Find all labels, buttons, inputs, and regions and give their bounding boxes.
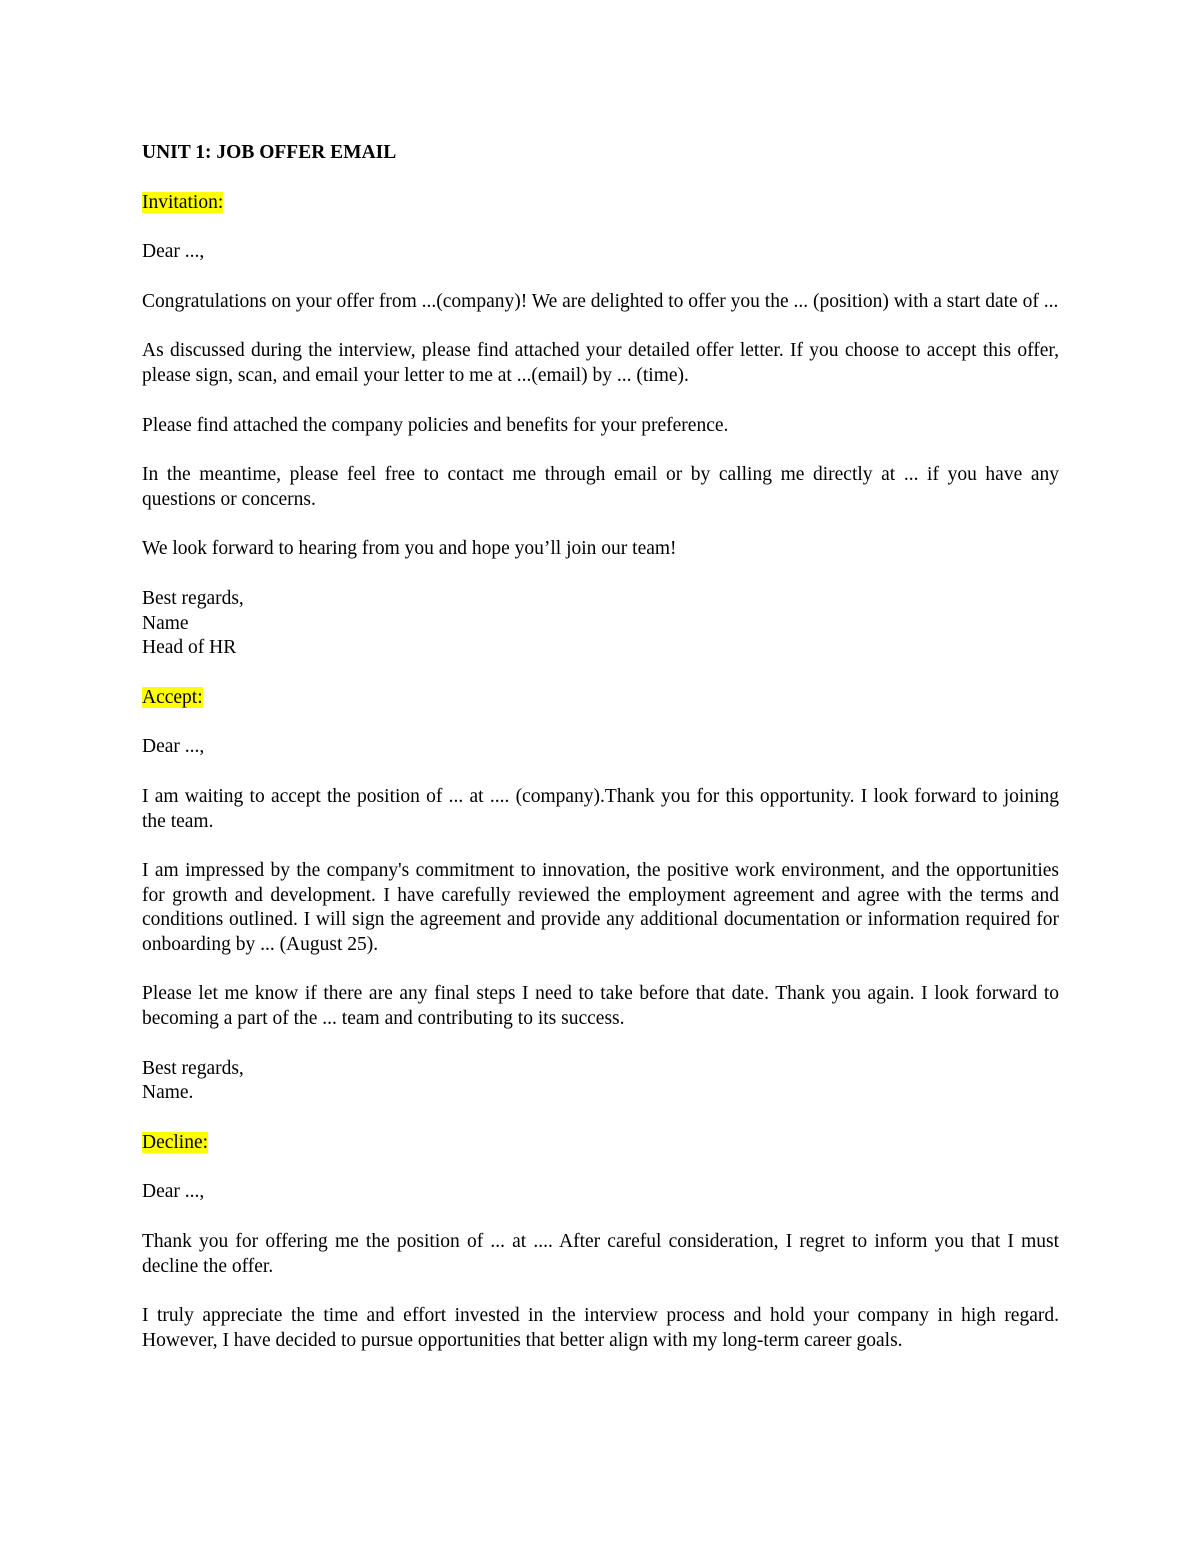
document-page (142, 141, 1059, 1378)
accept-paragraph-3: Please let me know if there are any final steps I need to take before that date. Thank you again. I look forward to becoming a part of the ... team and contributing to its success. (142, 983, 1059, 1030)
decline-label-highlight: Decline: (142, 1131, 209, 1153)
accept-label (142, 686, 1059, 711)
invitation-label (142, 191, 1059, 216)
invitation-signature-line-1: Best regards, (142, 587, 244, 609)
accept-paragraph-2: I am impressed by the company's commitment to innovation, the positive work environment, and the opportunities for growth and development. I have carefully reviewed the employment agreement and agree with the terms and conditions outlined. I will sign the agreement and provide any additional documentation or information required for onboarding by ... (August 25). (142, 860, 1059, 955)
invitation-paragraph-1: Congratulations on your offer from ...(company)! We are delighted to offer you the ... (position) with a start date of ... (142, 290, 1059, 312)
decline-salutation: Dear ..., (142, 1181, 205, 1203)
accept-salutation: Dear ..., (142, 736, 205, 758)
decline-paragraph-2: I truly appreciate the time and effort invested in the interview process and hold your company in high regard. However, I have decided to pursue opportunities that better align with my long-term career goals. (142, 1305, 1059, 1351)
invitation-paragraph-2: As discussed during the interview, please find attached your detailed offer letter. If you choose to accept this offer, please sign, scan, and email your letter to me at ...(email) by ... (time). (142, 340, 1059, 386)
invitation-label-highlight: Invitation: (142, 191, 224, 213)
invitation-signature-line-2: Name (142, 612, 189, 634)
invitation-paragraph-3: Please find attached the company policies and benefits for your preference. (142, 414, 729, 436)
invitation-paragraph-4: In the meantime, please feel free to contact me through email or by calling me directly at ... if you have any questions or concerns. (142, 464, 1059, 510)
decline-paragraph-1: Thank you for offering me the position of ... at .... After careful consideration, I regret to inform you that I must decline the offer. (142, 1231, 1059, 1277)
decline-label (142, 1131, 1059, 1156)
accept-paragraph-1: I am waiting to accept the position of ... at .... (company).Thank you for this opportunity. I look forward to joining the team. (142, 785, 1059, 832)
invitation-signature-line-3: Head of HR (142, 637, 237, 659)
invitation-signature (142, 587, 1059, 661)
decline-section (142, 1131, 1059, 1354)
invitation-section (142, 191, 1059, 661)
invitation-paragraph-5: We look forward to hearing from you and hope you’ll join our team! (142, 538, 677, 560)
accept-signature-line-2: Name. (142, 1082, 194, 1104)
accept-label-highlight: Accept: (142, 686, 203, 708)
document-title: UNIT 1: JOB OFFER EMAIL (142, 142, 397, 163)
accept-signature (142, 1057, 1059, 1106)
accept-section (142, 686, 1059, 1106)
invitation-salutation: Dear ..., (142, 241, 205, 263)
accept-signature-line-1: Best regards, (142, 1057, 244, 1079)
